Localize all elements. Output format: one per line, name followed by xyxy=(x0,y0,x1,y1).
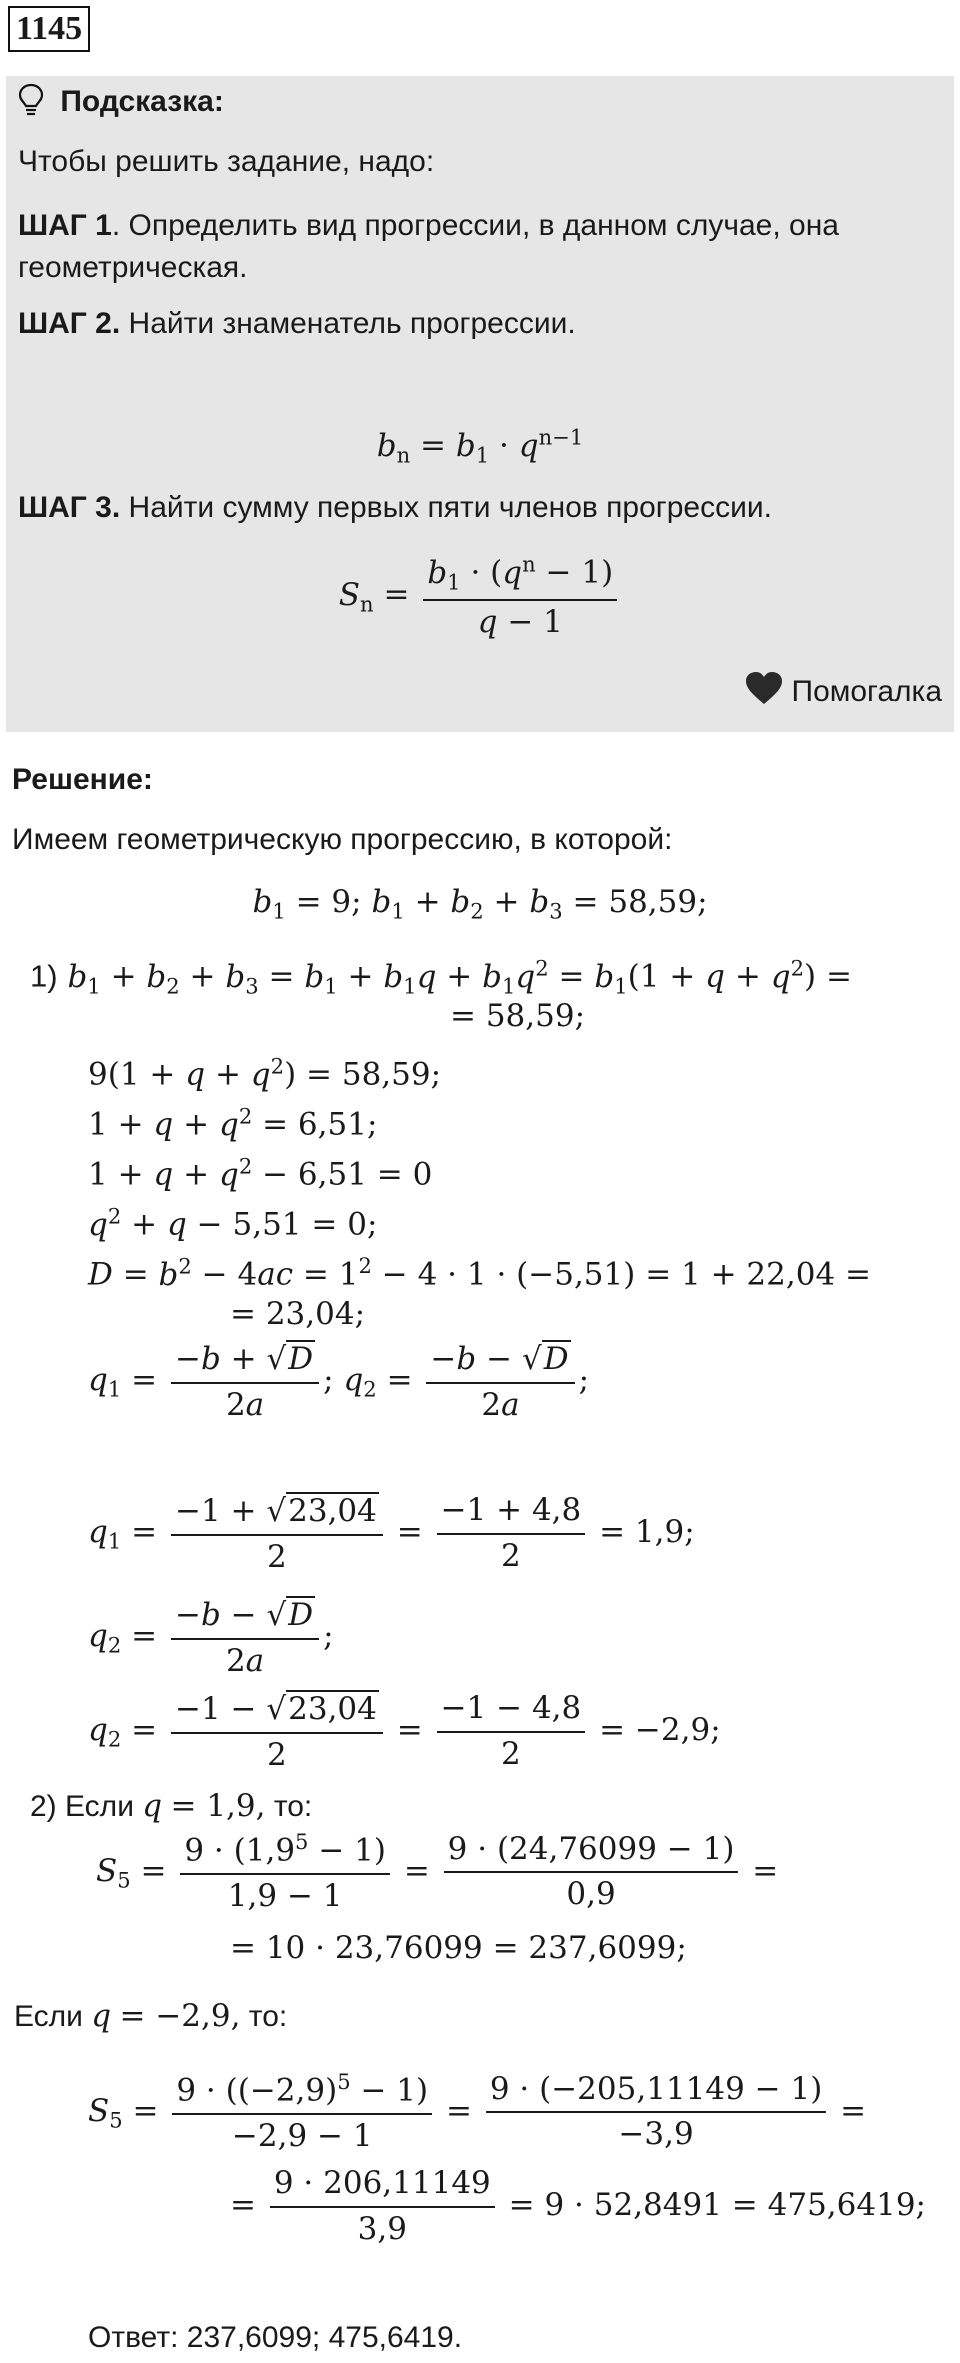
formula-bn: $b_n = b_1 \cdot q^{n-1}$ xyxy=(376,424,584,468)
formula-sn: $S_n$ = $\frac{b_1 \cdot (q^n - 1)}{q - 1}$ xyxy=(0,552,960,640)
solution-title: Решение: xyxy=(12,763,153,796)
case-2-label: 2) Если xyxy=(30,1790,134,1823)
eq-sum-expand: 1) $b_1 + b_2 + b_3 = b_1 + b_1q + b_1q^2 = b_1(1 + q + q^2)$ = xyxy=(30,955,852,999)
eq-discriminant-value: = 23,04; xyxy=(230,1296,366,1332)
hint-step-1-cont: геометрическая. xyxy=(18,251,248,284)
solution-intro: Имеем геометрическую прогрессию, в которой: xyxy=(12,823,673,856)
eq-sum-value: = 58,59; xyxy=(450,998,586,1034)
eq-q1: $q_1$ = $\frac{-1 + √23,04}{2}$ = $\frac{-1 + 4,8}{2}$ = 1,9; xyxy=(88,1492,695,1575)
hint-step-2 xyxy=(18,304,576,344)
eq-q2-general: $q_2$ = $\frac{-b - √D}{2a}$ ; xyxy=(88,1597,334,1679)
eq-s5-case1-result: = 10 · 23,76099 = 237,6099; xyxy=(230,1930,687,1966)
lightbulb-icon xyxy=(18,83,44,128)
brand-label: Помогалка xyxy=(791,675,942,708)
hint-header xyxy=(18,82,224,128)
eq-q2: $q_2$ = $\frac{-1 - √23,04}{2}$ = $\frac{-1 - 4,8}{2}$ = −2,9; xyxy=(88,1690,721,1773)
case-2-value: = 1,9, xyxy=(170,1788,266,1824)
step-3-label: ШАГ 3. xyxy=(18,491,121,524)
eq-s5-case1: $S_5$ = $\frac{9 \cdot (1,9^5 - 1)}{1,9 - 1}$ = $\frac{9 \cdot (24,76099 - 1)}{0,9}$ = xyxy=(96,1829,779,1915)
eq-1: $9(1 + q + q^2) = 58,59$; xyxy=(88,1053,442,1093)
step-2-label: ШАГ 2. xyxy=(18,307,121,340)
case-2-tail: то: xyxy=(273,1790,313,1823)
hint-intro: Чтобы решить задание, надо: xyxy=(18,145,435,178)
task-number: 1145 xyxy=(8,6,90,52)
case-3-tail: то: xyxy=(248,2000,288,2033)
hint-title: Подсказка: xyxy=(60,85,224,118)
hint-box xyxy=(6,76,954,732)
case-3-label: Если xyxy=(14,2000,83,2033)
eq-s5-case2: $S_5$ = $\frac{9 \cdot ((-2,9)^5 - 1)}{-2,9 - 1}$ = $\frac{9 \cdot (-205,11149 - 1)}{-3,9}$ = xyxy=(88,2069,867,2155)
eq-s5-case2-result: = $\frac{9 \cdot 206,11149}{3,9}$ = 9 · 52,8491 = 475,6419; xyxy=(230,2165,926,2247)
step-1-label: ШАГ 1 xyxy=(18,209,112,242)
step-1-text: . Определить вид прогрессии, в данном случае, она xyxy=(111,209,839,242)
hint-step-3 xyxy=(18,488,772,528)
case-1-label: 1) xyxy=(30,958,58,994)
eq-roots-general: $q_1$ = $\frac{-b + √D}{2a}$ ; $q_2$ = $\frac{-b - √D}{2a}$ ; xyxy=(88,1341,590,1423)
case-3-value: = −2,9, xyxy=(119,1998,241,2034)
eq-3: $1 + q + q^2 - 6,51 = 0$ xyxy=(88,1153,433,1193)
step-3-text: Найти сумму первых пяти членов прогрессии. xyxy=(120,491,772,524)
case-2-header: 2) Если q = 1,9, то: xyxy=(30,1788,313,1824)
heart-icon xyxy=(744,670,792,714)
brand-pomogalka xyxy=(744,670,943,714)
case-3-header: Если q = −2,9, то: xyxy=(14,1998,288,2034)
hint-step-1 xyxy=(18,206,839,246)
answer: Ответ: 237,6099; 475,6419. xyxy=(88,2321,463,2354)
eq-discriminant: $D = b^2 - 4ac = 1^2 - 4 \cdot 1 \cdot (-5,51) = 1 + 22,04$ = xyxy=(88,1253,872,1293)
eq-2: $1 + q + q^2 = 6,51$; xyxy=(88,1103,378,1143)
step-2-text: Найти знаменатель прогрессии. xyxy=(120,307,576,340)
eq-4: $q^2 + q - 5,51 = 0$; xyxy=(88,1203,378,1243)
given-values: $b_1 = 9$; $b_1 + b_2 + b_3 = 58,59$; xyxy=(252,884,708,924)
